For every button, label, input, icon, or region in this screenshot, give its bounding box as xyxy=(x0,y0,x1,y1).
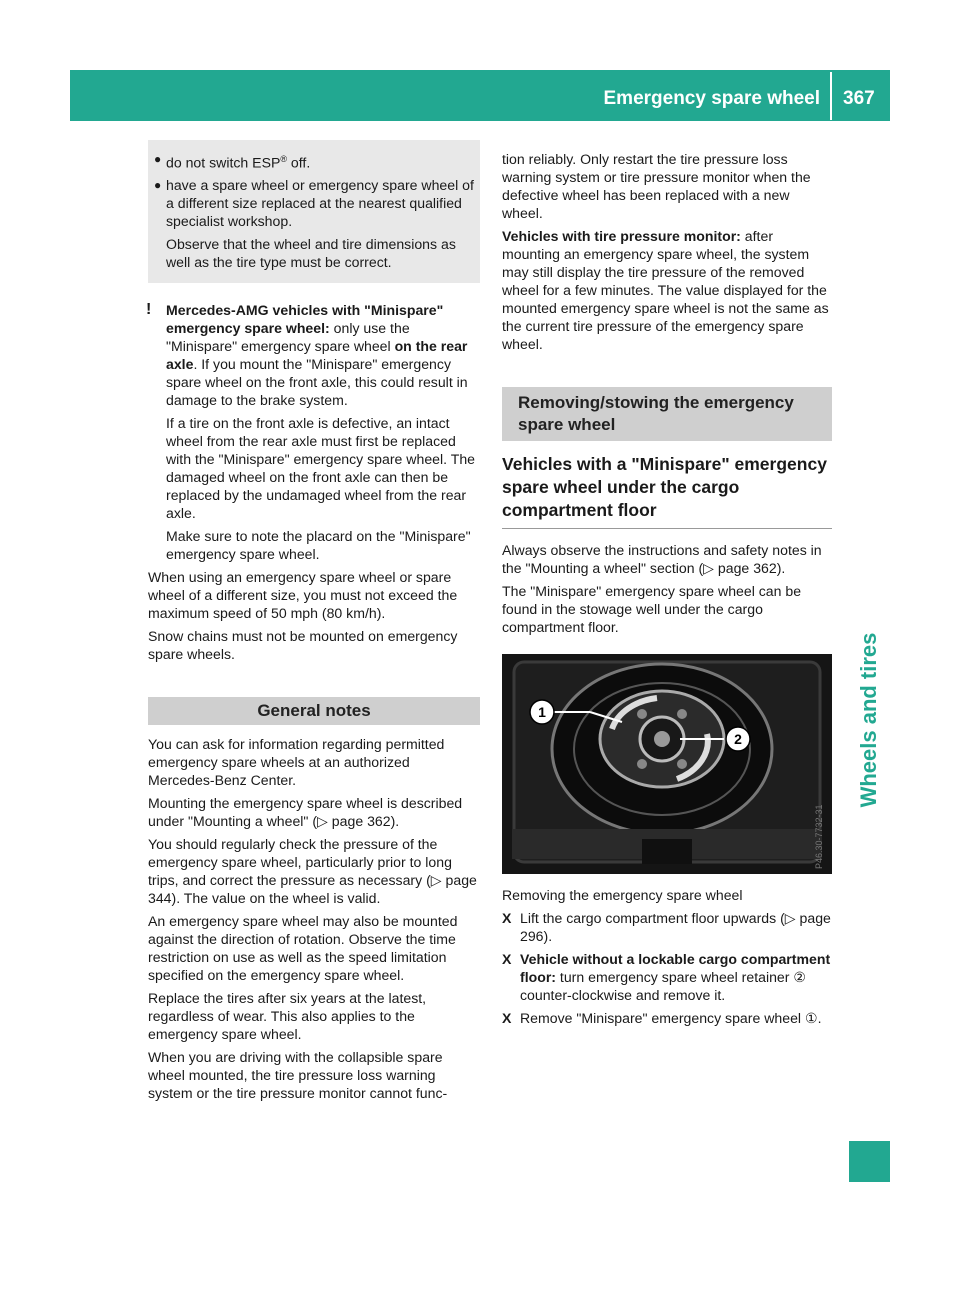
paragraph: Vehicles with tire pressure monitor: after mounting an emergency spare wheel, the system may still display the tire pressure of the removed wheel for a few minutes. The value displayed for the mounted emergency spare wheel is not the same as the current tire pressure of the emergency spare wheel. xyxy=(502,228,829,352)
paragraph: When you are driving with the collapsible spare wheel mounted, the tire pressure loss warning system or the tire pressure monitor cannot func- xyxy=(148,1048,448,1101)
bullet-icon: ● xyxy=(154,177,162,192)
figure-caption: Removing the emergency spare wheel xyxy=(502,887,743,903)
paragraph: Mounting the emergency spare wheel is described under "Mounting a wheel" (▷ page 362). xyxy=(148,794,463,829)
side-tab-label: Wheels and tires xyxy=(856,632,881,808)
paragraph: When using an emergency spare wheel or spare wheel of a different size, you must not exceed the maximum speed of 50 mph (80 km/h). xyxy=(148,568,458,621)
left-column xyxy=(148,150,480,1107)
paragraph: The "Minispare" emergency spare wheel can be found in the stowage well under the cargo compartment floor. xyxy=(502,583,802,635)
bullet-icon: ● xyxy=(154,152,162,166)
list-item: ● do not switch ESP® off. xyxy=(154,152,311,171)
side-tab-marker xyxy=(849,1141,890,1182)
subheading: Vehicles with a "Minispare" emergency spare wheel under the cargo compartment floor xyxy=(502,453,832,529)
paragraph: tion reliably. Only restart the tire pressure loss warning system or tire pressure monitor when the defective wheel has been replaced with a new wheel. xyxy=(502,151,811,221)
side-tab xyxy=(849,600,889,840)
figure-code: P46.30-7732-31 xyxy=(814,804,824,869)
section-heading: General notes xyxy=(148,697,480,725)
warning-icon: ! xyxy=(146,300,152,318)
instruction-step: X Vehicle without a lockable cargo compartment floor: turn emergency spare wheel retainer ② counter-clockwise and remove it. xyxy=(502,951,831,1003)
header-divider xyxy=(830,72,832,120)
spare-wheel-illustration xyxy=(502,654,832,874)
warning-block: ! Mercedes-AMG vehicles with "Minispare" emergency spare wheel: only use the "Minispare" emergency spare wheel on the rear axle. If you mount the "Minispare" emergency spare wheel on the front axle, this could result in damage to the brake system. If a tire on the front axle is defective, an intact wheel from the rear axle must first be replaced with the "Minispare" emergency spare wheel. The damaged wheel on the front axle can then be replaced by the undamaged wheel from the rear axle. Make sure to note the placard on the "Minispare" emergency spare wheel. xyxy=(148,301,480,568)
callout-2: 2 xyxy=(734,731,742,747)
step-arrow-icon: X xyxy=(502,1010,512,1026)
page-title: Emergency spare wheel xyxy=(603,88,820,109)
page-number: 367 xyxy=(843,88,875,109)
paragraph: An emergency spare wheel may also be mounted against the direction of rotation. Observe the time restriction on use as well as the speed limitation specified on the emergency spare wheel. xyxy=(148,912,458,983)
step-arrow-icon: X xyxy=(502,910,512,926)
paragraph: You should regularly check the pressure of the emergency spare wheel, particularly prior to long trips, and correct the pressure as necessary (▷ page 344). The value on the wheel is valid. xyxy=(148,835,477,906)
section-heading: Removing/stowing the emergency spare wheel xyxy=(502,387,832,441)
instruction-step: X Lift the cargo compartment floor upwards (▷ page 296). xyxy=(502,910,831,944)
paragraph: Snow chains must not be mounted on emergency spare wheels. xyxy=(148,627,458,662)
paragraph: Always observe the instructions and safety notes in the "Mounting a wheel" section (▷ page 362). xyxy=(502,542,822,576)
bullet-box xyxy=(148,140,480,283)
step-arrow-icon: X xyxy=(502,951,512,967)
paragraph: You can ask for information regarding permitted emergency spare wheels at an authorized Mercedes-Benz Center. xyxy=(148,735,445,788)
instruction-step: X Remove "Minispare" emergency spare wheel ①. xyxy=(502,1010,822,1026)
right-column xyxy=(502,150,832,1032)
spare-wheel-figure xyxy=(502,654,832,874)
callout-1: 1 xyxy=(538,704,546,720)
list-item: ● have a spare wheel or emergency spare wheel of a different size replaced at the nearest qualified specialist workshop. Observe that the wheel and tire dimensions as well as the tire type must be correct. xyxy=(154,176,474,270)
paragraph: Replace the tires after six years at the latest, regardless of wear. This also applies to the emergency spare wheel. xyxy=(148,989,427,1042)
